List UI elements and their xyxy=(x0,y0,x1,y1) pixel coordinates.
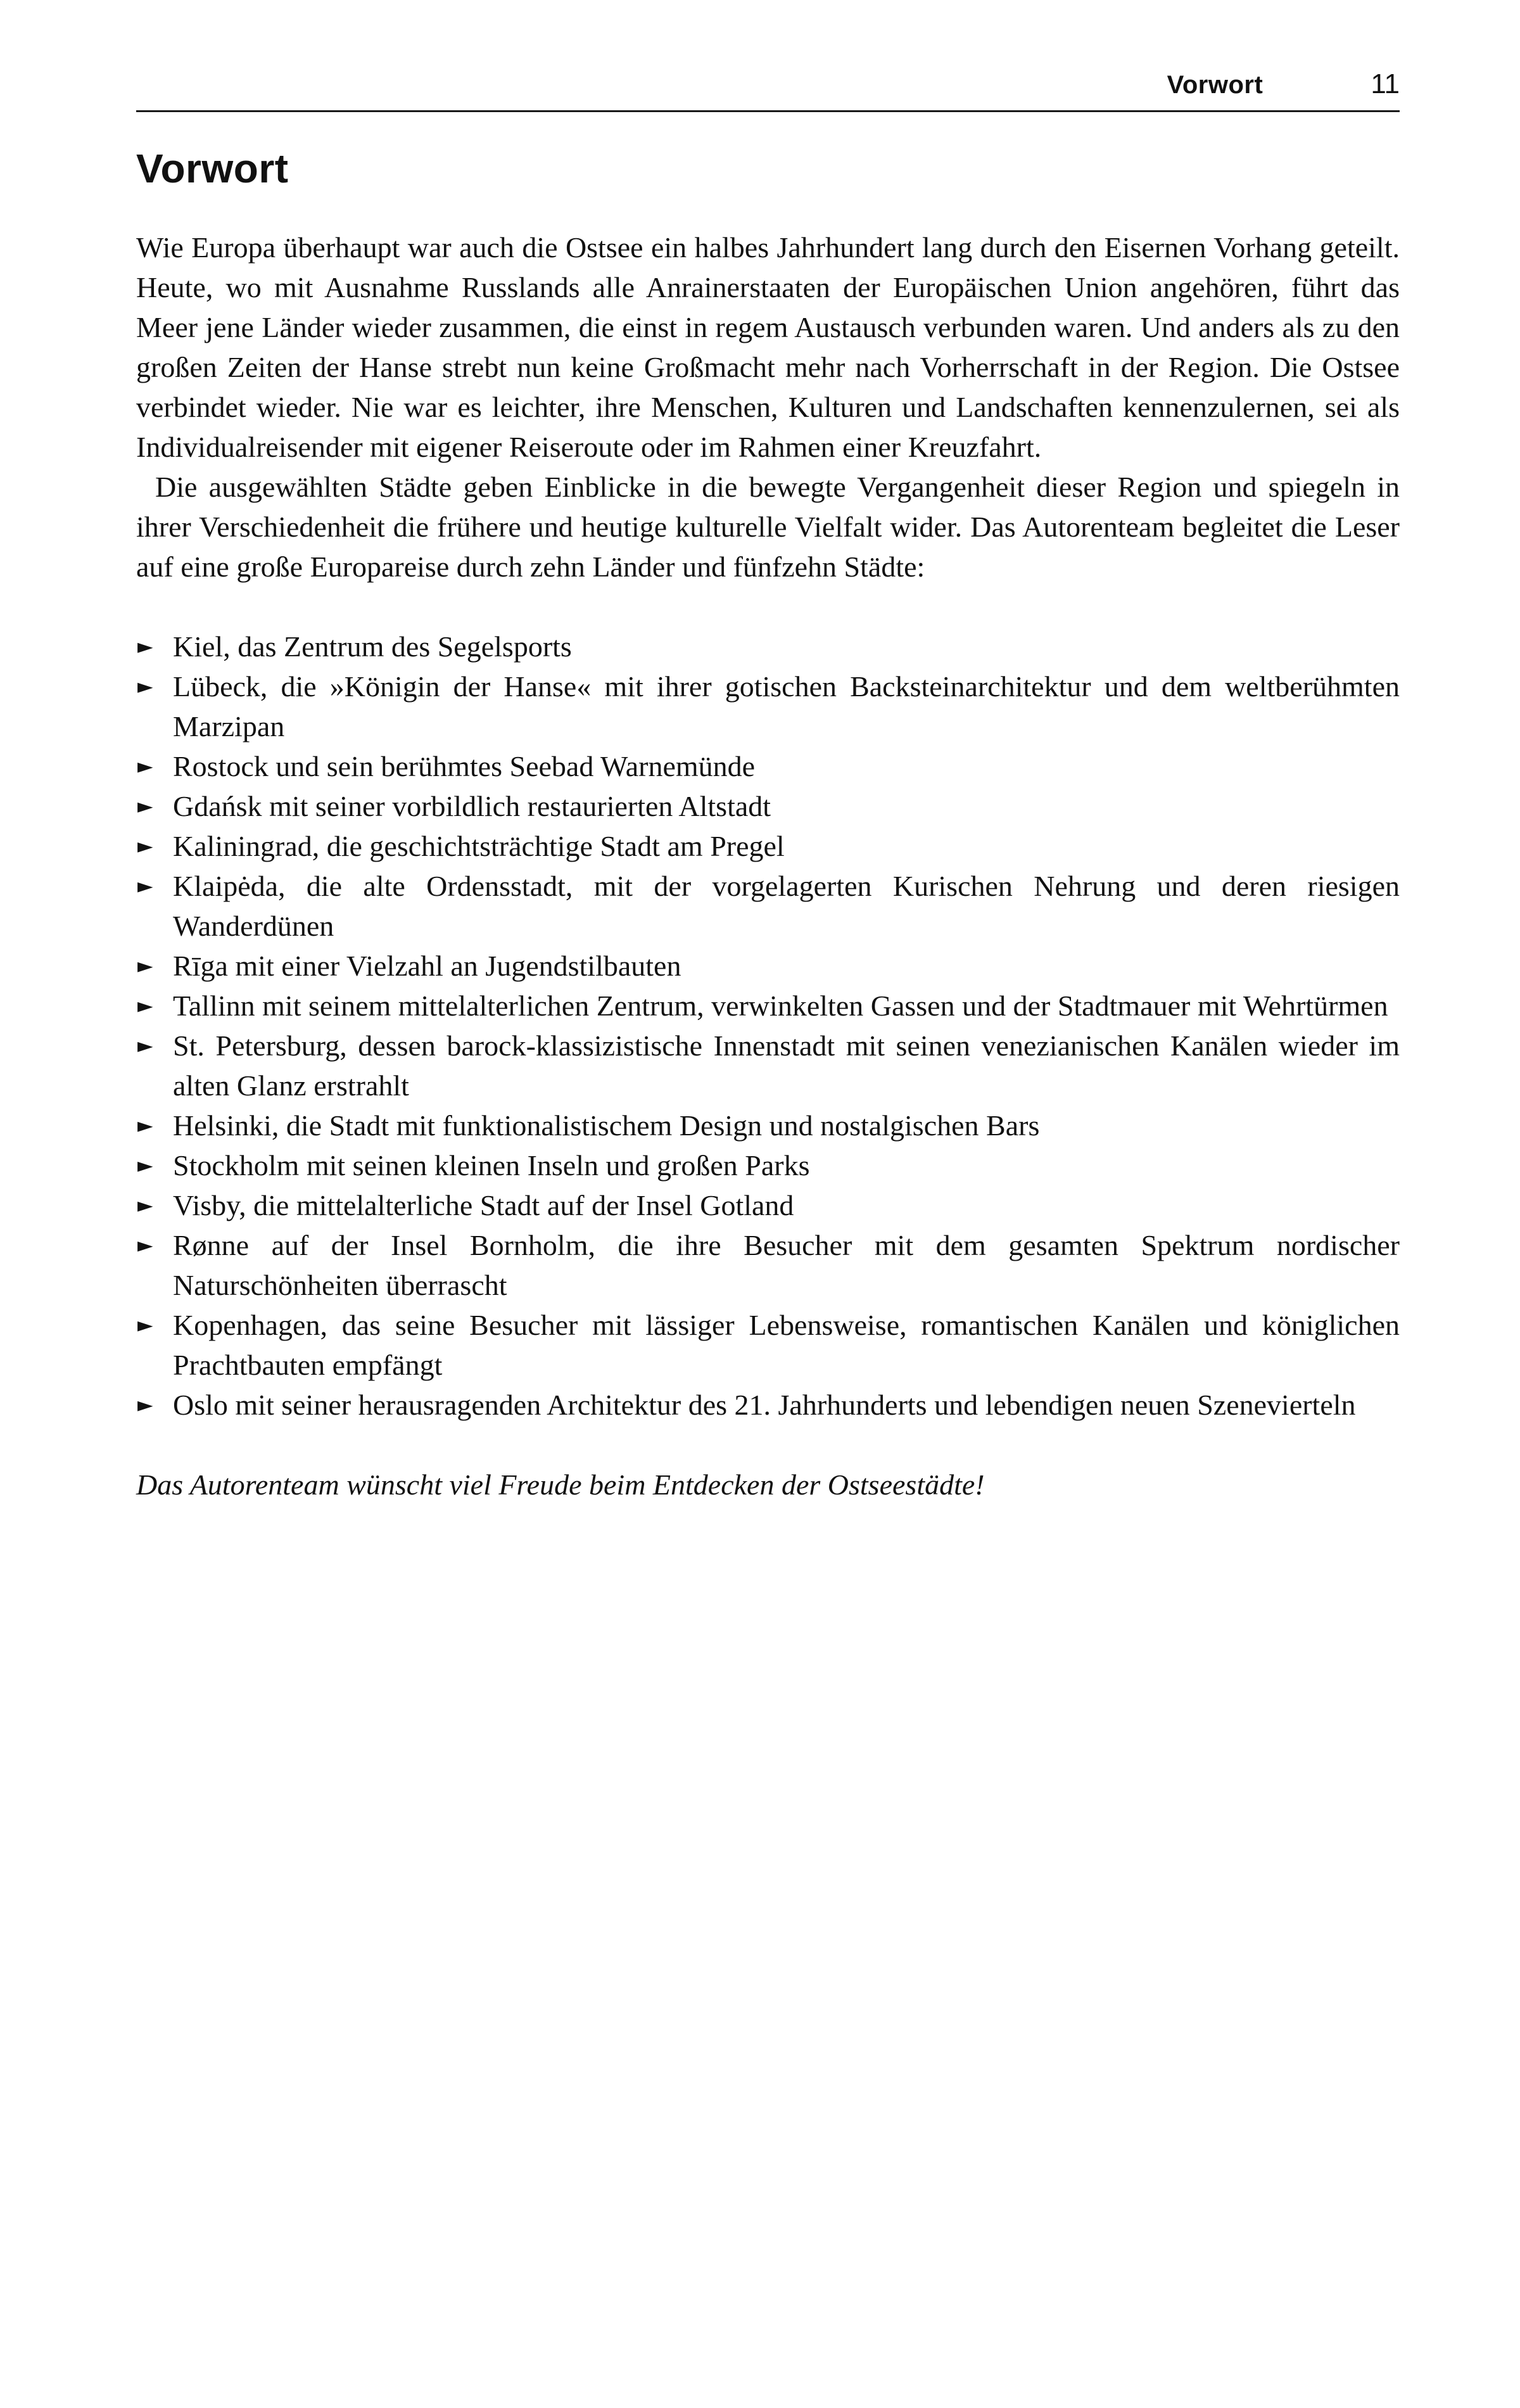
list-item-text: Klaipėda, die alte Ordensstadt, mit der vorgelagerten Kurischen Nehrung und deren riesigen Wanderdünen xyxy=(173,870,1400,942)
list-item xyxy=(136,826,1400,866)
list-item-text: Helsinki, die Stadt mit funktionalistischem Design und nostalgischen Bars xyxy=(173,1109,1040,1142)
list-item xyxy=(136,1145,1400,1185)
header-rule xyxy=(136,110,1400,112)
list-item-text: Rīga mit einer Vielzahl an Jugendstilbauten xyxy=(173,950,681,982)
list-item xyxy=(136,1185,1400,1225)
bullet-arrow-icon: ► xyxy=(137,1392,153,1417)
list-item xyxy=(136,746,1400,786)
list-item-text: Kaliningrad, die geschichtsträchtige Stadt am Pregel xyxy=(173,830,785,862)
list-item xyxy=(136,666,1400,746)
running-header xyxy=(136,68,1400,110)
bullet-arrow-icon: ► xyxy=(137,834,153,858)
list-item-text: Rostock und sein berühmtes Seebad Warnemünde xyxy=(173,750,756,782)
bullet-arrow-icon: ► xyxy=(137,674,153,698)
list-item-text: Kiel, das Zentrum des Segelsports xyxy=(173,630,572,663)
bullet-arrow-icon: ► xyxy=(137,953,153,978)
list-item-text: Tallinn mit seinem mittelalterlichen Zentrum, verwinkelten Gassen und der Stadtmauer mit Wehrtürmen xyxy=(173,990,1388,1022)
bullet-arrow-icon: ► xyxy=(137,993,153,1017)
list-item xyxy=(136,866,1400,946)
city-list xyxy=(136,627,1400,1425)
list-item-text: Lübeck, die »Königin der Hanse« mit ihrer gotischen Backsteinarchitektur und dem weltberühmten Marzipan xyxy=(173,670,1400,742)
page-number: 11 xyxy=(1371,68,1400,99)
running-header-title: Vorwort xyxy=(1167,71,1264,99)
list-item-text: Rønne auf der Insel Bornholm, die ihre Besucher mit dem gesamten Spektrum nordischer Naturschönheiten überrascht xyxy=(173,1229,1400,1301)
list-item xyxy=(136,946,1400,986)
list-item-text: Oslo mit seiner herausragenden Architektur des 21. Jahrhunderts und lebendigen neuen Szenevierteln xyxy=(173,1389,1356,1421)
list-item xyxy=(136,1385,1400,1425)
bullet-arrow-icon: ► xyxy=(137,754,153,778)
bullet-arrow-icon: ► xyxy=(137,634,153,658)
closing-line: Das Autorenteam wünscht viel Freude beim Entdecken der Ostseestädte! xyxy=(136,1468,985,1501)
list-item xyxy=(136,1026,1400,1105)
bullet-arrow-icon: ► xyxy=(137,1313,153,1337)
list-item-text: St. Petersburg, dessen barock-klassizistische Innenstadt mit seinen venezianischen Kanälen wieder im alten Glanz erstrahlt xyxy=(173,1029,1400,1102)
bullet-arrow-icon: ► xyxy=(137,1233,153,1257)
bullet-arrow-icon: ► xyxy=(137,1113,153,1137)
bullet-arrow-icon: ► xyxy=(137,1153,153,1177)
list-item xyxy=(136,786,1400,826)
bullet-arrow-icon: ► xyxy=(137,794,153,818)
bullet-arrow-icon: ► xyxy=(137,1033,153,1057)
list-item xyxy=(136,986,1400,1026)
list-item xyxy=(136,1105,1400,1145)
list-item xyxy=(136,1225,1400,1305)
bullet-arrow-icon: ► xyxy=(137,1193,153,1217)
intro-paragraph: Wie Europa überhaupt war auch die Ostsee ein halbes Jahrhundert lang durch den Eisernen Vorhang geteilt. Heute, wo mit Ausnahme Russlands alle Anrainerstaaten der Europäischen Union angehören, führt das Meer jene Länder wieder zusammen, die einst in regem Austausch verbunden waren. Und anders als zu den großen Zeiten der Hanse strebt nun keine Großmacht mehr nach Vorherrschaft in der Region. Die Ostsee verbindet wieder. Nie war es leichter, ihre Menschen, Kulturen und Landschaften kennenzulernen, sei als Individualreisender mit eigener Reiseroute oder im Rahmen einer Kreuzfahrt. xyxy=(136,231,1400,463)
list-item xyxy=(136,627,1400,666)
bullet-arrow-icon: ► xyxy=(137,874,153,898)
list-item-text: Stockholm mit seinen kleinen Inseln und großen Parks xyxy=(173,1149,810,1182)
overview-paragraph: Die ausgewählten Städte geben Einblicke in die bewegte Vergangenheit dieser Region und spiegeln in ihrer Verschiedenheit die frühere und heutige kulturelle Vielfalt wider. Das Autorenteam begleitet die Leser auf eine große Europareise durch zehn Länder und fünfzehn Städte: xyxy=(136,471,1400,583)
chapter-heading: Vorwort xyxy=(136,146,289,191)
list-item-text: Kopenhagen, das seine Besucher mit lässiger Lebensweise, romantischen Kanälen und königlichen Prachtbauten empfängt xyxy=(173,1309,1400,1381)
list-item-text: Visby, die mittelalterliche Stadt auf der Insel Gotland xyxy=(173,1189,794,1221)
list-item xyxy=(136,1305,1400,1385)
list-item-text: Gdańsk mit seiner vorbildlich restaurierten Altstadt xyxy=(173,790,771,822)
